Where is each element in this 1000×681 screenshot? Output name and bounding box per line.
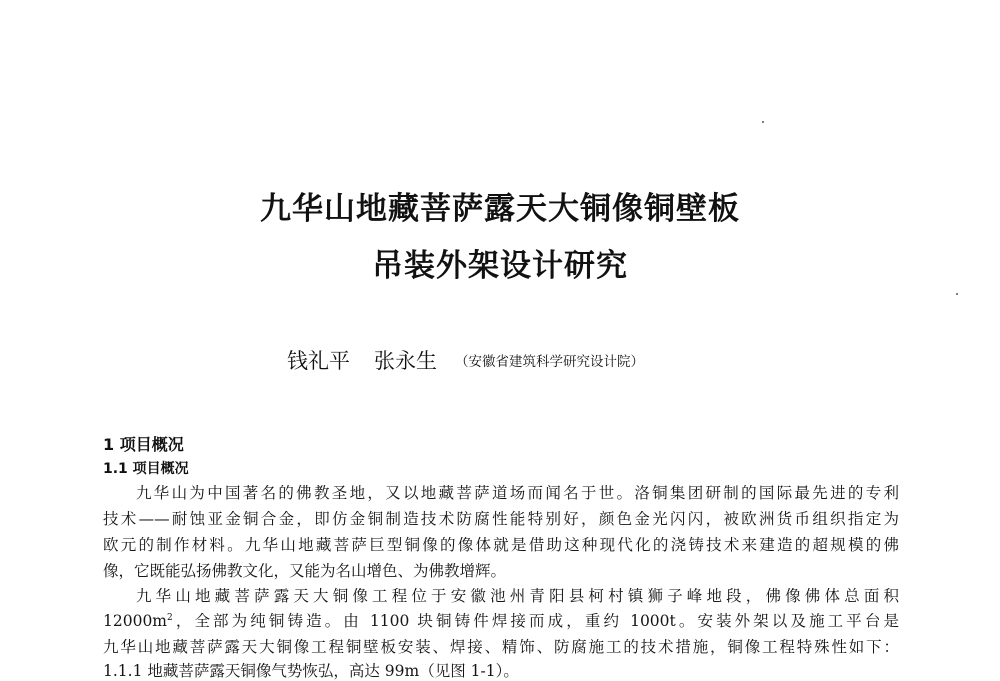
paper-title-line-2: 吊装外架设计研究 <box>372 248 628 284</box>
paragraph-line-rest: ，全部为纯铜铸造。由 1100 块铜铸件焊接而成，重约 1000t。安装外架以及施工平台是 <box>172 612 899 630</box>
section-heading: 1 项目概况 <box>103 435 184 454</box>
area-value: 12000m <box>103 612 168 630</box>
paragraph-line: 九华山为中国著名的佛教圣地，又以地藏菩萨道场而闻名于世。洛铜集团研制的国际最先进的专利 <box>136 484 899 502</box>
superscript-exponent: 2 <box>167 612 173 623</box>
author-name: 张永生 <box>374 349 437 373</box>
paper-title-line-1: 九华山地藏菩萨露天大铜像铜壁板 <box>260 191 740 227</box>
paragraph-line: 技术——耐蚀亚金铜合金，即仿金铜制造技术防腐性能特别好，颜色金光闪闪，被欧洲货币组织指定为 <box>103 510 899 528</box>
paragraph-line: 像，它既能弘扬佛教文化，又能为名山增色、为佛教增辉。 <box>103 562 507 580</box>
paragraph-line: 1.1.1 地藏菩萨露天铜像气势恢弘，高达 99m（见图 1-1）。 <box>103 662 519 680</box>
scan-speck <box>956 293 958 295</box>
paragraph-line <box>103 611 899 631</box>
author-name: 钱礼平 <box>287 349 350 373</box>
paragraph-line: 九华山地藏菩萨露天大铜像工程铜壁板安装、焊接、精饰、防腐施工的技术措施，铜像工程特殊性如下： <box>103 638 899 656</box>
author-line <box>287 345 644 375</box>
paragraph-line: 欧元的制作材料。九华山地藏菩萨巨型铜像的像体就是借助这种现代化的浇铸技术来建造的超规模的佛 <box>103 536 899 554</box>
author-affiliation: （安徽省建筑科学研究设计院） <box>455 354 644 370</box>
paragraph-line: 九华山地藏菩萨露天大铜像工程位于安徽池州青阳县柯村镇狮子峰地段，佛像佛体总面积 <box>136 587 899 605</box>
subsection-heading: 1.1 项目概况 <box>103 461 189 477</box>
scan-speck <box>762 121 764 123</box>
